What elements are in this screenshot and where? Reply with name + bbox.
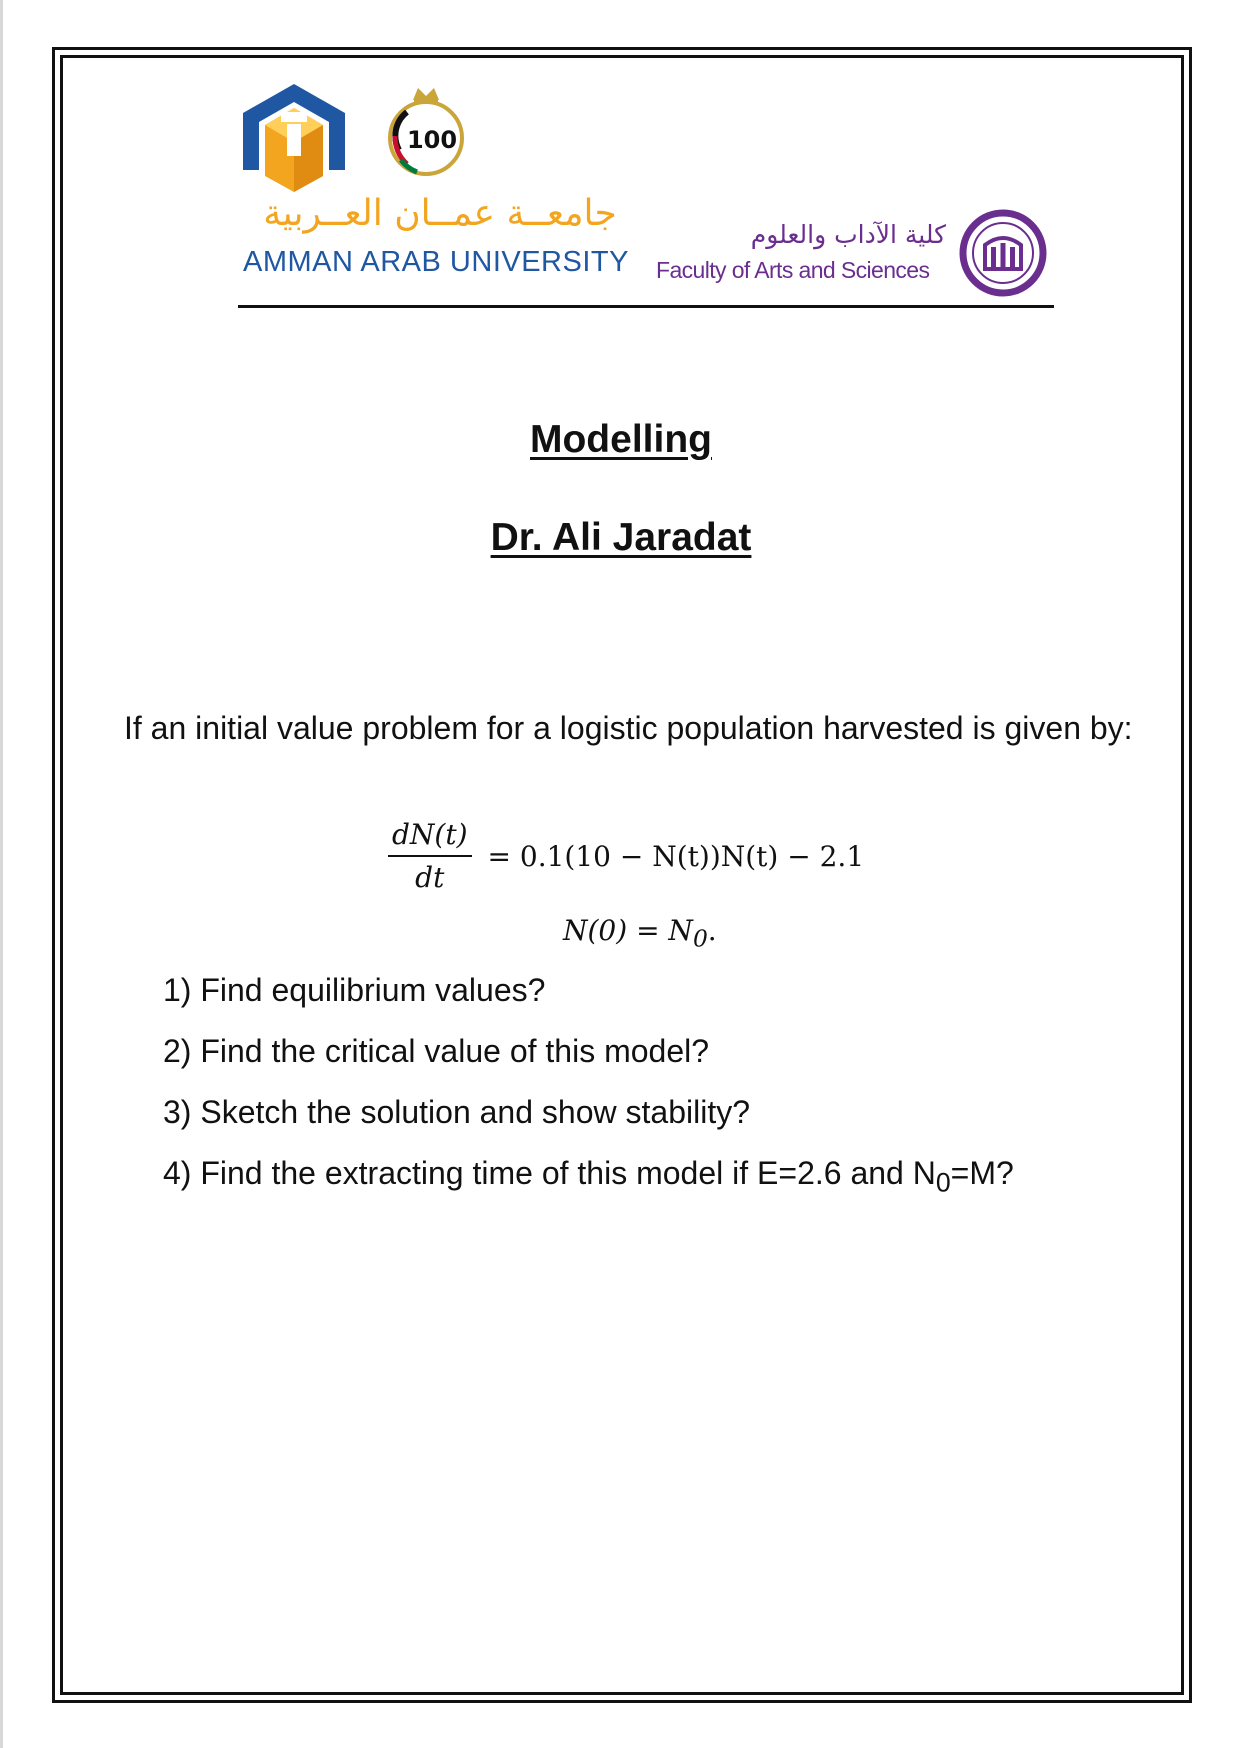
page-left-edge <box>0 0 3 1748</box>
question-item-4 <box>163 1153 1014 1214</box>
university-name-english: AMMAN ARAB UNIVERSITY <box>243 246 629 278</box>
faculty-seal-logo <box>957 207 1049 299</box>
amman-arab-university-logo <box>243 84 345 192</box>
equation-right-side: = 0.1(10 − N(t))N(t) − 2.1 <box>487 839 865 873</box>
problem-intro: If an initial value problem for a logistic population harvested is given by: <box>124 710 1133 746</box>
question4-end: =M? <box>950 1155 1014 1191</box>
faculty-name-arabic: كلية الآداب والعلوم <box>750 220 946 249</box>
question-item: 2) Find the critical value of this model? <box>163 1033 710 1069</box>
header-divider <box>238 305 1054 308</box>
faculty-name-english: Faculty of Arts and Sciences <box>656 257 930 283</box>
centenary-number: 100 <box>406 126 458 154</box>
document-author: Dr. Ali Jaradat <box>490 516 752 559</box>
initial-condition-end: . <box>707 914 717 947</box>
question-list <box>163 970 1014 1214</box>
question-item: 1) Find equilibrium values? <box>163 972 546 1008</box>
initial-condition <box>563 914 717 953</box>
university-name-arabic: جامعــة عمــان العــربية <box>263 193 617 234</box>
initial-condition-subscript: 0 <box>692 924 708 953</box>
fraction-denominator: dt <box>415 861 445 894</box>
derivative-fraction <box>388 818 472 894</box>
initial-condition-lhs: N(0) = N <box>563 914 693 947</box>
question-item: 3) Sketch the solution and show stability? <box>163 1094 750 1130</box>
document-title: Modelling <box>530 418 712 461</box>
question4-subscript: 0 <box>935 1167 951 1198</box>
fraction-numerator: dN(t) <box>392 818 468 851</box>
differential-equation <box>388 816 864 896</box>
centenary-emblem <box>377 80 475 186</box>
question4-text: 4) Find the extracting time of this model if E=2.6 and N <box>163 1155 936 1191</box>
